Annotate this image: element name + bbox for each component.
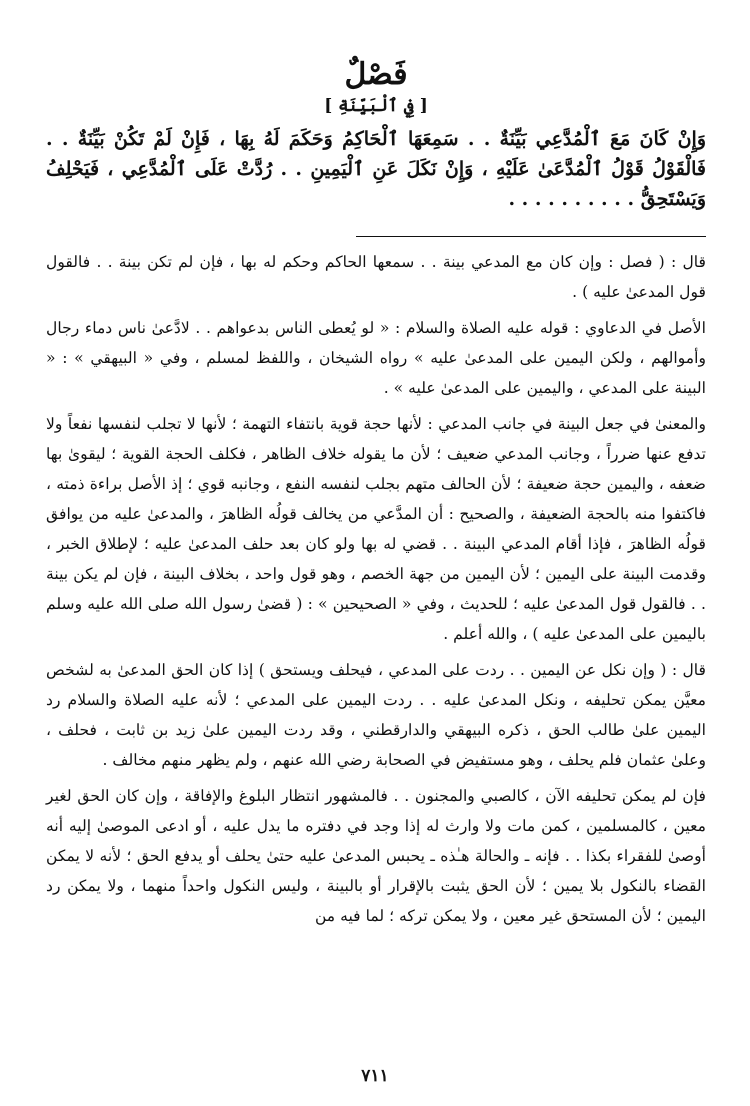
section-subheading: [ فِي ٱلْبَيِّنَةِ ] (324, 96, 428, 116)
matn-text (46, 124, 706, 214)
commentary-paragraph: قال : ( فصل : وإن كان مع المدعي بينة . . سمعها الحاكم وحكم له بها ، فإن لم تكن بينة . . فالقول قول المدعىٰ عليه ) . (46, 253, 706, 301)
page-number: ٧١١ (361, 1066, 389, 1086)
commentary (46, 247, 706, 931)
section-heading: فَصْلٌ (344, 57, 408, 92)
commentary-paragraph: الأصل في الدعاوي : قوله عليه الصلاة والسلام : « لو يُعطى الناس بدعواهم . . لادَّعىٰ ناس دماء رجال وأموالهم ، ولكن اليمين على المدعىٰ عليه » رواه الشيخان ، واللفظ لمسلم ، وفي « البيهقي » : « البينة على المدعي ، واليمين على المدعىٰ عليه » . (46, 319, 706, 397)
matn-line: وَإِنْ كَانَ مَعَ ٱلْمُدَّعِي بَيِّنَةٌ . . سَمِعَهَا ٱلْحَاكِمُ وَحَكَمَ لَهُ بِهَا ، فَإِنْ لَمْ تَكُنْ بَيِّنَةٌ . . فَالْقَوْلُ قَوْلُ ٱلْمُدَّعَىٰ عَلَيْهِ ، وَإِنْ نَكَلَ عَنِ ٱلْيَمِينِ . . رُدَّتْ عَلَى ٱلْمُدَّعِي ، فَيَحْلِفُ وَيَسْتَحِقُّ . . . . . . . . . . (46, 128, 706, 210)
commentary-paragraph: قال : ( وإن نكل عن اليمين . . ردت على المدعي ، فيحلف ويستحق ) إذا كان الحق المدعىٰ به لشخص معيَّن يمكن تحليفه ، ونكل المدعىٰ عليه . . ردت اليمين على المدعي ؛ لأنه عليه الصلاة والسلام رد اليمين علىٰ طالب الحق ، ذكره البيهقي والدارقطني ، وقد ردت اليمين علىٰ زيد بن ثابت ، فحلف ، وعلىٰ عثمان فلم يحلف ، وهو مستفيض في الصحابة رضي الله عنهم ، ولم يظهر منهم مخالف . (46, 661, 706, 769)
commentary-paragraph: والمعنىٰ في جعل البينة في جانب المدعي : لأنها حجة قوية بانتفاء التهمة ؛ لأنها لا تجلب لنفسها نفعاً ولا تدفع عنها ضرراً ، وجانب المدعي ضعيف ؛ لأن ما يقوله خلاف الظاهر ، فكلف الحجة القوية ؛ ليقوىٰ بها ضعفه ، واليمين حجة ضعيفة ؛ لأن الحالف متهم بجلب لنفسه النفع ، وجانبه قوي ؛ إذ الأصل براءة ذمته ، فاكتفوا منه بالحجة الضعيفة ، والصحيح : أن المدَّعي من يخالف قولُه الظاهرَ ، والمدعىٰ عليه من يوافق قولُه الظاهرَ ، فإذا أقام المدعي البينة . . قضي له بها ولو كان بعد حلف المدعىٰ عليه ؛ لإطلاق الخبر ، وقدمت البينة على اليمين ؛ لأن اليمين من جهة الخصم ، وهو قول واحد ، بخلاف البينة ، فإن لم يكن بينة . . فالقول قول المدعىٰ عليه ؛ للحديث ، وفي « الصحيحين » : ( قضىٰ رسول الله صلى الله عليه وسلم باليمين على المدعىٰ عليه ) ، والله أعلم . (46, 415, 706, 643)
separator-rule (356, 236, 706, 237)
commentary-paragraph: فإن لم يمكن تحليفه الآن ، كالصبي والمجنون . . فالمشهور انتظار البلوغ والإفاقة ، وإن كان الحق لغير معين ، كالمسلمين ، كمن مات ولا وارث له إذا وجد في دفتره ما يدل عليه ، أو ادعى الموصىٰ إليه أنه أوصىٰ للفقراء بكذا . . فإنه ـ والحالة هـٰذه ـ يحبس المدعىٰ عليه حتىٰ يحلف أو يدفع الحق ؛ لأنه لا يمكن القضاء بالنكول بلا يمين ؛ لأن الحق يثبت بالإقرار أو بالبينة ، وليس النكول واحداً منهما ، ولا يمكن رد اليمين ؛ لأن المستحق غير معين ، ولا يمكن تركه ؛ لما فيه من (46, 787, 706, 925)
